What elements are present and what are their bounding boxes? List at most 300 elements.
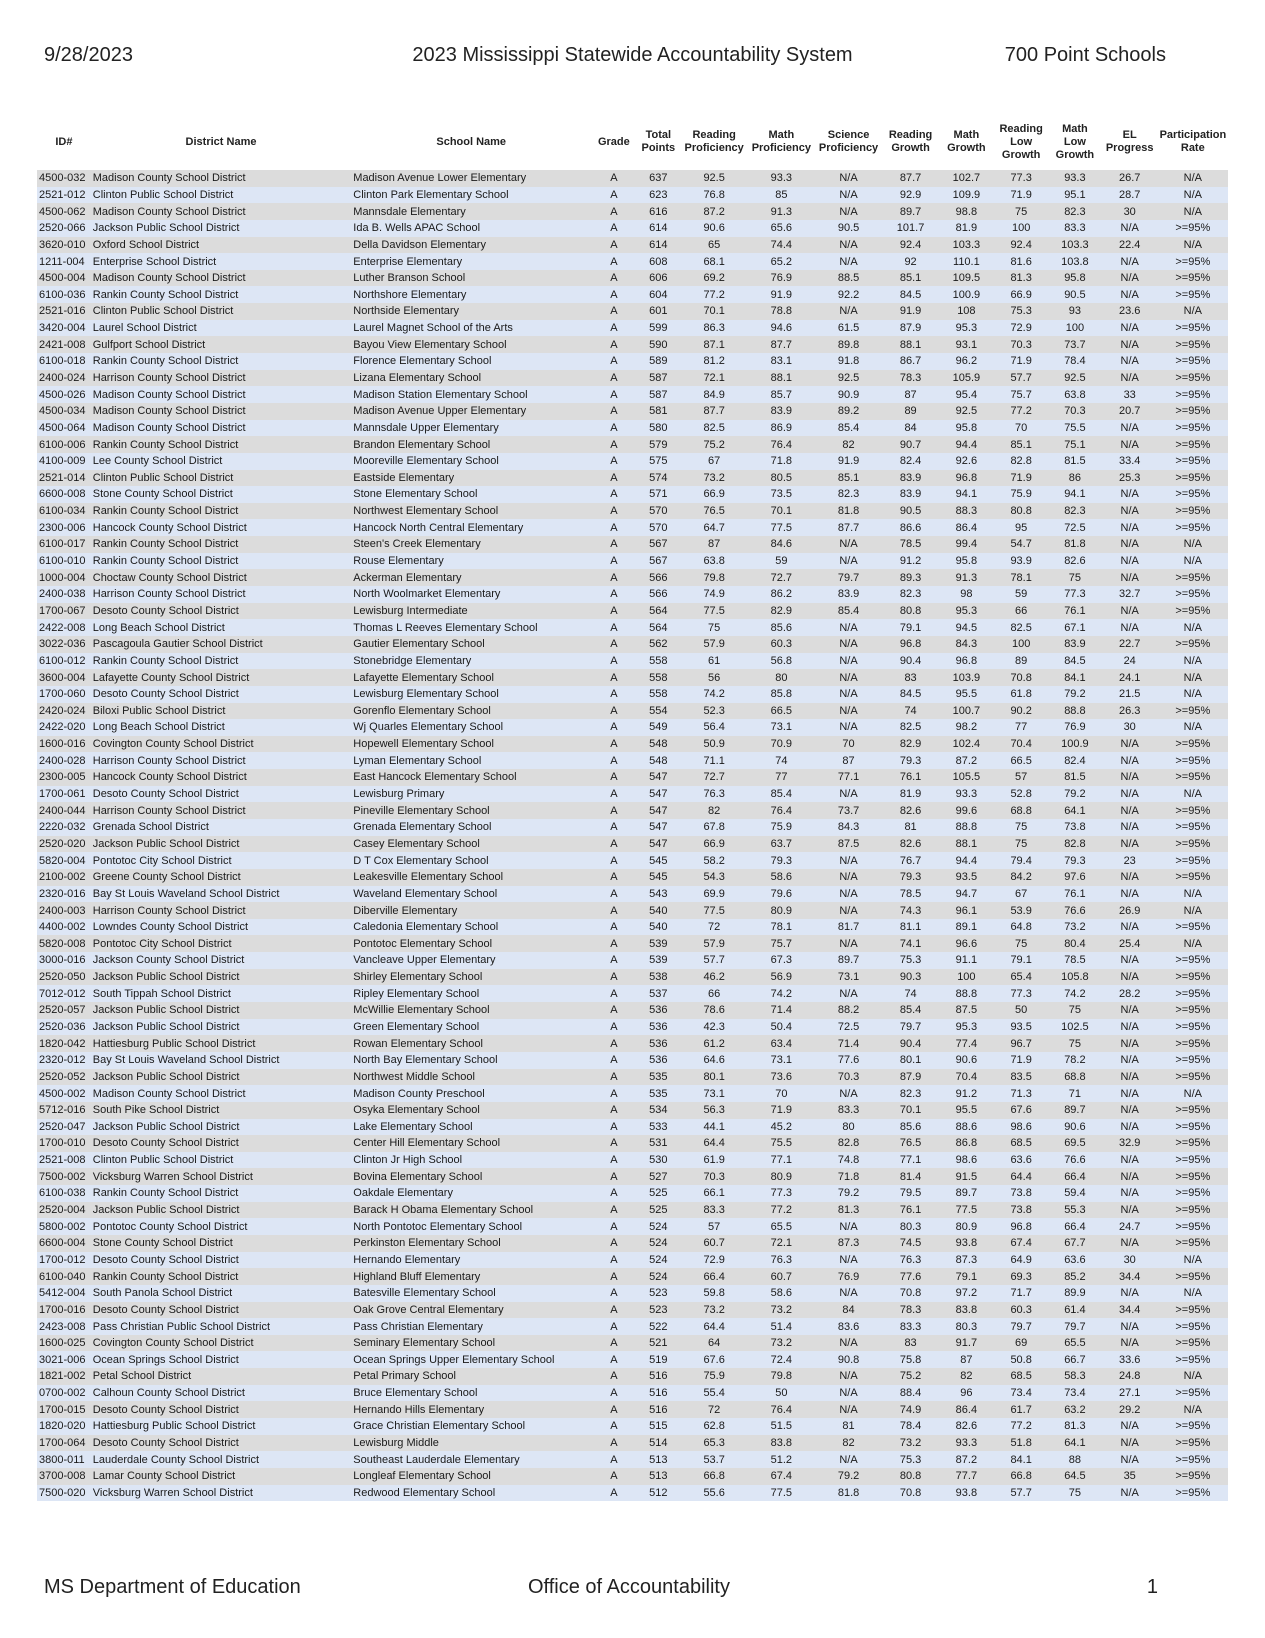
table-cell: 82.3 <box>837 488 860 501</box>
table-cell: 4500-064 <box>39 421 86 434</box>
table-cell: 83.8 <box>770 1437 793 1449</box>
table-cell: Hernando Hills Elementary <box>353 1403 485 1416</box>
table-cell: N/A <box>839 1387 858 1400</box>
table-cell: 92.4 <box>1010 238 1032 251</box>
table-cell: 91.7 <box>955 1337 978 1350</box>
table-cell: A <box>610 821 618 834</box>
table-cell: 92.9 <box>899 188 922 201</box>
table-cell: 604 <box>649 288 668 301</box>
column-header: Reading Growth <box>888 129 933 154</box>
table-cell: Harrison County School District <box>92 372 246 384</box>
table-cell: N/A <box>839 937 858 950</box>
table-cell: 22.4 <box>1118 238 1141 251</box>
table-row <box>37 486 1228 503</box>
table-cell: 525 <box>649 1204 668 1217</box>
table-cell: N/A <box>1120 1154 1139 1167</box>
table-cell: 547 <box>649 837 668 850</box>
table-cell: Oxford School District <box>92 238 200 251</box>
table-cell: 71.1 <box>703 754 725 767</box>
table-cell: 50.9 <box>703 738 725 751</box>
table-cell: 540 <box>649 921 668 934</box>
table-cell: N/A <box>1183 671 1202 684</box>
table-cell: 558 <box>649 654 668 667</box>
table-cell: 77.5 <box>770 1486 793 1499</box>
table-cell: 571 <box>649 488 668 501</box>
table-cell: >=95% <box>1175 1220 1211 1233</box>
table-cell: 87.7 <box>770 338 793 351</box>
table-cell: 524 <box>649 1270 668 1283</box>
table-cell: Pineville Elementary School <box>353 804 490 817</box>
table-cell: 77.2 <box>1010 1420 1032 1433</box>
table-cell: 4500-026 <box>39 388 86 401</box>
table-cell: A <box>610 255 618 268</box>
table-cell: 66.8 <box>703 1470 725 1483</box>
table-cell: >=95% <box>1175 1154 1211 1167</box>
table-cell: 34.4 <box>1118 1303 1141 1316</box>
table-cell: 536 <box>649 1004 668 1017</box>
table-cell: 73.2 <box>703 471 725 484</box>
table-cell: 71.9 <box>1010 355 1032 368</box>
table-cell: 90.6 <box>955 1054 978 1067</box>
table-cell: 534 <box>649 1104 668 1117</box>
table-cell: A <box>610 721 618 734</box>
table-cell: A <box>610 971 618 984</box>
table-cell: 64.4 <box>703 1320 725 1333</box>
table-cell: 83.3 <box>703 1204 725 1217</box>
table-cell: 76.4 <box>770 804 793 817</box>
table-cell: Desoto County School District <box>92 1253 239 1266</box>
table-cell: 63.7 <box>770 837 793 850</box>
table-cell: 88.1 <box>899 338 922 351</box>
table-cell: 56.3 <box>703 1104 725 1117</box>
table-cell: 61.2 <box>703 1037 725 1050</box>
table-cell: 535 <box>649 1087 668 1100</box>
table-cell: 95.5 <box>955 688 978 701</box>
table-cell: 87.9 <box>899 1070 922 1083</box>
table-cell: 79.5 <box>899 1187 922 1200</box>
table-cell: A <box>610 1154 618 1167</box>
table-cell: Long Beach School District <box>92 721 225 734</box>
table-cell: 579 <box>649 438 668 451</box>
table-cell: 513 <box>649 1453 668 1466</box>
table-cell: N/A <box>839 1453 858 1466</box>
table-row <box>37 420 1228 437</box>
table-cell: 67.8 <box>703 821 725 834</box>
table-cell: Mooreville Elementary School <box>353 455 499 468</box>
table-cell: N/A <box>839 721 858 734</box>
table-cell: N/A <box>839 904 858 917</box>
table-cell: 66.4 <box>703 1270 725 1283</box>
table-cell: A <box>610 1120 618 1133</box>
table-cell: 89.7 <box>837 954 860 967</box>
table-cell: 95.8 <box>1064 272 1086 285</box>
table-cell: 89 <box>1015 654 1028 667</box>
table-cell: Choctaw County School District <box>92 571 247 584</box>
table-cell: >=95% <box>1175 1120 1211 1133</box>
table-cell: A <box>610 222 618 235</box>
table-cell: 87.7 <box>837 521 860 534</box>
table-cell: >=95% <box>1175 421 1211 434</box>
table-cell: N/A <box>839 788 858 801</box>
table-cell: N/A <box>1120 821 1139 834</box>
table-cell: 530 <box>649 1154 668 1167</box>
table-cell: 536 <box>649 1054 668 1067</box>
table-cell: A <box>610 1037 618 1050</box>
table-cell: 53.9 <box>1010 904 1032 917</box>
table-cell: 527 <box>649 1170 668 1183</box>
table-cell: 96.2 <box>955 355 978 368</box>
table-cell: 71.3 <box>1010 1087 1032 1100</box>
table-cell: 100 <box>1065 322 1085 335</box>
table-cell: A <box>610 954 618 967</box>
table-cell: 82.5 <box>899 721 922 734</box>
table-cell: Luther Branson School <box>353 272 466 285</box>
table-cell: 1700-060 <box>39 688 86 701</box>
table-cell: >=95% <box>1175 288 1211 301</box>
table-cell: 72.7 <box>770 571 793 584</box>
table-cell: 558 <box>649 688 668 701</box>
table-cell: N/A <box>1120 1020 1139 1033</box>
table-cell: 78.1 <box>1010 571 1032 584</box>
table-row <box>37 1318 1228 1335</box>
table-cell: 59.4 <box>1064 1187 1086 1200</box>
table-cell: 539 <box>649 937 668 950</box>
table-cell: A <box>610 1104 618 1117</box>
table-row <box>37 636 1228 653</box>
table-cell: Lowndes County School District <box>92 921 249 934</box>
table-cell: 87 <box>904 388 917 401</box>
table-cell: >=95% <box>1175 255 1211 268</box>
table-cell: N/A <box>1120 1486 1139 1499</box>
table-cell: Shirley Elementary School <box>353 971 483 984</box>
table-cell: 89.7 <box>955 1187 978 1200</box>
table-cell: Madison Avenue Upper Elementary <box>353 405 527 418</box>
table-cell: 105.9 <box>952 372 981 384</box>
table-cell: Madison County School District <box>92 1087 246 1100</box>
table-cell: >=95% <box>1175 1320 1211 1333</box>
table-cell: 71.4 <box>770 1004 793 1017</box>
table-cell: Clinton Public School District <box>92 188 234 201</box>
table-cell: 96.8 <box>899 638 922 651</box>
table-cell: N/A <box>839 621 858 634</box>
table-cell: A <box>610 704 618 717</box>
table-cell: 73.7 <box>1064 338 1086 351</box>
report-title: 2023 Mississippi Statewide Accountability System <box>412 44 853 66</box>
table-cell: 103.9 <box>952 671 981 684</box>
table-cell: 88.6 <box>955 1120 978 1133</box>
table-cell: Desoto County School District <box>92 1403 239 1416</box>
table-cell: 66.5 <box>770 704 793 717</box>
table-cell: >=95% <box>1175 1054 1211 1067</box>
table-cell: 70.8 <box>1010 671 1032 684</box>
table-cell: A <box>610 638 618 651</box>
table-cell: 50 <box>1015 1004 1028 1017</box>
table-cell: A <box>610 355 618 368</box>
table-cell: 87.3 <box>955 1253 978 1266</box>
table-cell: 65.5 <box>770 1220 793 1233</box>
table-cell: 87.7 <box>899 172 922 185</box>
table-cell: A <box>610 1270 618 1283</box>
table-cell: 2400-003 <box>39 904 86 917</box>
table-row <box>37 1069 1228 1086</box>
table-cell: Bovina Elementary School <box>353 1170 483 1183</box>
table-cell: A <box>610 588 618 601</box>
table-cell: A <box>610 987 618 1000</box>
table-cell: 74 <box>904 987 917 1000</box>
table-cell: 95.3 <box>955 1020 978 1033</box>
table-cell: 51.8 <box>1010 1437 1032 1449</box>
table-cell: 637 <box>649 172 668 185</box>
table-cell: 90.2 <box>1010 704 1032 717</box>
table-cell: 82.4 <box>1064 754 1086 767</box>
table-cell: 78.3 <box>899 1303 922 1316</box>
table-cell: 1600-025 <box>39 1337 86 1350</box>
table-cell: 60.7 <box>703 1237 725 1250</box>
table-cell: 90.3 <box>899 971 922 984</box>
table-cell: A <box>610 505 618 518</box>
table-cell: 77.2 <box>770 1204 793 1217</box>
table-cell: A <box>610 1187 618 1200</box>
table-cell: 96.8 <box>955 471 978 484</box>
table-cell: 81.3 <box>1064 1420 1086 1433</box>
table-cell: 94.7 <box>955 887 978 900</box>
table-cell: 73.1 <box>837 971 860 984</box>
table-cell: 58.6 <box>770 1287 793 1300</box>
table-cell: 80.8 <box>899 604 922 617</box>
table-cell: 81.8 <box>837 505 860 518</box>
table-cell: 80.4 <box>1064 937 1086 950</box>
table-cell: N/A <box>1120 1187 1139 1200</box>
table-row <box>37 786 1228 803</box>
table-cell: 73.4 <box>1064 1387 1086 1400</box>
table-cell: N/A <box>1120 1204 1139 1217</box>
table-cell: 33.6 <box>1118 1353 1141 1366</box>
table-cell: >=95% <box>1175 854 1211 867</box>
table-cell: 74 <box>904 704 917 717</box>
table-cell: 2400-038 <box>39 588 86 601</box>
table-cell: North Bay Elementary School <box>353 1054 498 1067</box>
table-cell: 74.9 <box>899 1403 922 1416</box>
table-cell: 68.1 <box>703 255 725 268</box>
table-cell: 95 <box>1015 521 1028 534</box>
table-cell: 514 <box>649 1437 668 1449</box>
table-row <box>37 1235 1228 1252</box>
table-cell: D T Cox Elementary School <box>353 854 489 867</box>
table-cell: Rankin County School District <box>92 538 239 551</box>
table-cell: 76.3 <box>899 1253 922 1266</box>
table-cell: 89.8 <box>837 338 860 351</box>
table-cell: 77 <box>775 771 788 784</box>
table-cell: Biloxi Public School District <box>92 704 226 717</box>
table-cell: N/A <box>1120 804 1139 817</box>
table-cell: A <box>610 937 618 950</box>
table-cell: 69.2 <box>703 272 725 285</box>
table-cell: N/A <box>839 1403 858 1416</box>
table-cell: 3700-008 <box>39 1470 86 1483</box>
table-cell: A <box>610 305 618 318</box>
table-cell: 76.9 <box>770 272 793 285</box>
table-cell: 547 <box>649 804 668 817</box>
table-cell: 590 <box>649 338 668 351</box>
table-cell: 2521-012 <box>39 188 86 201</box>
table-cell: Desoto County School District <box>92 688 239 701</box>
table-cell: >=95% <box>1175 571 1211 584</box>
table-cell: >=95% <box>1175 388 1211 401</box>
table-cell: 77.2 <box>1010 405 1032 418</box>
table-cell: 68.5 <box>1010 1370 1032 1383</box>
table-cell: 549 <box>649 721 668 734</box>
table-cell: 3000-016 <box>39 954 86 967</box>
table-cell: 566 <box>649 588 668 601</box>
table-cell: 77.3 <box>1064 588 1086 601</box>
table-cell: N/A <box>1183 887 1202 900</box>
table-cell: 4100-009 <box>39 455 86 468</box>
table-cell: Redwood Elementary School <box>353 1486 496 1499</box>
table-cell: 70.8 <box>899 1486 922 1499</box>
table-cell: Mannsdale Elementary <box>353 205 466 218</box>
table-cell: 81.3 <box>837 1204 860 1217</box>
table-cell: 71.9 <box>770 1104 793 1117</box>
table-cell: 65.6 <box>770 222 793 235</box>
table-row <box>37 586 1228 603</box>
table-cell: 26.3 <box>1118 704 1141 717</box>
table-cell: 73.2 <box>770 1303 793 1316</box>
table-cell: N/A <box>839 871 858 884</box>
table-cell: 71 <box>1068 1087 1082 1100</box>
table-cell: 85.4 <box>837 421 860 434</box>
table-cell: A <box>610 1287 618 1300</box>
table-cell: 64.7 <box>703 521 725 534</box>
table-row <box>37 802 1228 819</box>
table-cell: N/A <box>1120 1337 1139 1350</box>
table-cell: A <box>610 654 618 667</box>
table-row <box>37 619 1228 636</box>
table-cell: 75.1 <box>1064 438 1086 451</box>
table-cell: >=95% <box>1175 505 1211 518</box>
table-cell: 587 <box>649 372 668 384</box>
table-cell: Brandon Elementary School <box>353 438 491 451</box>
table-cell: 2520-052 <box>39 1070 86 1083</box>
table-cell: 50.4 <box>770 1020 793 1033</box>
table-row <box>37 919 1228 936</box>
table-cell: 75.9 <box>770 821 793 834</box>
table-row <box>37 503 1228 520</box>
table-row <box>37 603 1228 620</box>
table-cell: Barack H Obama Elementary School <box>353 1204 534 1217</box>
table-cell: Lamar County School District <box>92 1470 236 1483</box>
table-cell: A <box>610 372 618 384</box>
table-cell: Jackson Public School District <box>92 837 240 850</box>
table-cell: 20.7 <box>1118 405 1141 418</box>
table-cell: 81.5 <box>1064 455 1086 468</box>
table-cell: 65.5 <box>1064 1337 1086 1350</box>
table-cell: N/A <box>1120 1037 1139 1050</box>
table-cell: 1700-016 <box>39 1303 86 1316</box>
table-row <box>37 353 1228 370</box>
table-cell: Center Hill Elementary School <box>353 1137 501 1150</box>
table-cell: 87.2 <box>703 205 725 218</box>
table-cell: 76.1 <box>899 1204 922 1217</box>
table-cell: 66.9 <box>703 488 725 501</box>
table-cell: 103.3 <box>1061 238 1089 251</box>
table-cell: Rankin County School District <box>92 654 239 667</box>
table-cell: 84.3 <box>837 821 860 834</box>
table-cell: 540 <box>649 904 668 917</box>
table-cell: >=95% <box>1175 1237 1211 1250</box>
table-cell: 93.8 <box>955 1486 978 1499</box>
table-cell: 54.3 <box>703 871 725 884</box>
table-cell: Hattiesburg Public School District <box>92 1420 256 1433</box>
table-cell: A <box>610 1370 618 1383</box>
table-cell: N/A <box>1120 288 1139 301</box>
table-cell: 92.5 <box>837 372 860 384</box>
table-cell: A <box>610 1303 618 1316</box>
table-cell: 105.8 <box>1061 971 1089 984</box>
table-cell: 91.9 <box>899 305 922 318</box>
table-cell: 83 <box>904 671 917 684</box>
table-cell: 535 <box>649 1070 668 1083</box>
table-cell: A <box>610 388 618 401</box>
table-cell: >=95% <box>1175 405 1211 418</box>
table-cell: Bruce Elementary School <box>353 1387 478 1400</box>
table-cell: >=95% <box>1175 987 1211 1000</box>
table-cell: Lewisburg Middle <box>353 1437 439 1449</box>
table-cell: Grenada School District <box>92 821 209 834</box>
table-row <box>37 1019 1228 1036</box>
table-cell: 6100-012 <box>39 654 86 667</box>
table-cell: 93.5 <box>1010 1020 1032 1033</box>
table-row <box>37 1468 1228 1485</box>
table-cell: N/A <box>839 1253 858 1266</box>
table-cell: 79.1 <box>1010 954 1032 967</box>
table-cell: A <box>610 621 618 634</box>
table-cell: 93.3 <box>955 788 978 801</box>
table-cell: 67.6 <box>1010 1104 1032 1117</box>
table-cell: A <box>610 1137 618 1150</box>
table-cell: 109.5 <box>952 272 981 285</box>
table-cell: 78.1 <box>770 921 793 934</box>
table-cell: Harrison County School District <box>92 904 246 917</box>
table-cell: 72.1 <box>703 372 725 384</box>
table-cell: >=95% <box>1175 1137 1211 1150</box>
table-cell: 95.4 <box>955 388 978 401</box>
table-cell: Vicksburg Warren School District <box>92 1486 253 1499</box>
table-cell: 70 <box>775 1087 788 1100</box>
table-cell: 601 <box>649 305 668 318</box>
table-cell: 77.5 <box>770 521 793 534</box>
table-cell: Lewisburg Primary <box>353 788 445 801</box>
table-cell: 57.9 <box>703 638 725 651</box>
table-cell: N/A <box>1183 238 1202 251</box>
table-cell: 100 <box>1011 638 1031 651</box>
table-cell: N/A <box>839 638 858 651</box>
table-cell: Laurel School District <box>92 322 197 335</box>
table-cell: 93.3 <box>955 1437 978 1449</box>
table-cell: 70.1 <box>899 1104 922 1117</box>
table-cell: 77.5 <box>703 904 725 917</box>
table-cell: Diberville Elementary <box>353 904 458 917</box>
table-cell: Ida B. Wells APAC School <box>353 222 481 235</box>
table-cell: 75 <box>1015 937 1028 950</box>
table-cell: N/A <box>1120 272 1139 285</box>
table-cell: Madison County Preschool <box>353 1087 485 1100</box>
table-cell: 94.1 <box>1064 488 1086 501</box>
table-cell: 76.5 <box>703 505 725 518</box>
table-row <box>37 886 1228 903</box>
table-cell: N/A <box>1120 1104 1139 1117</box>
table-cell: 67.1 <box>1064 621 1086 634</box>
table-cell: A <box>610 238 618 251</box>
